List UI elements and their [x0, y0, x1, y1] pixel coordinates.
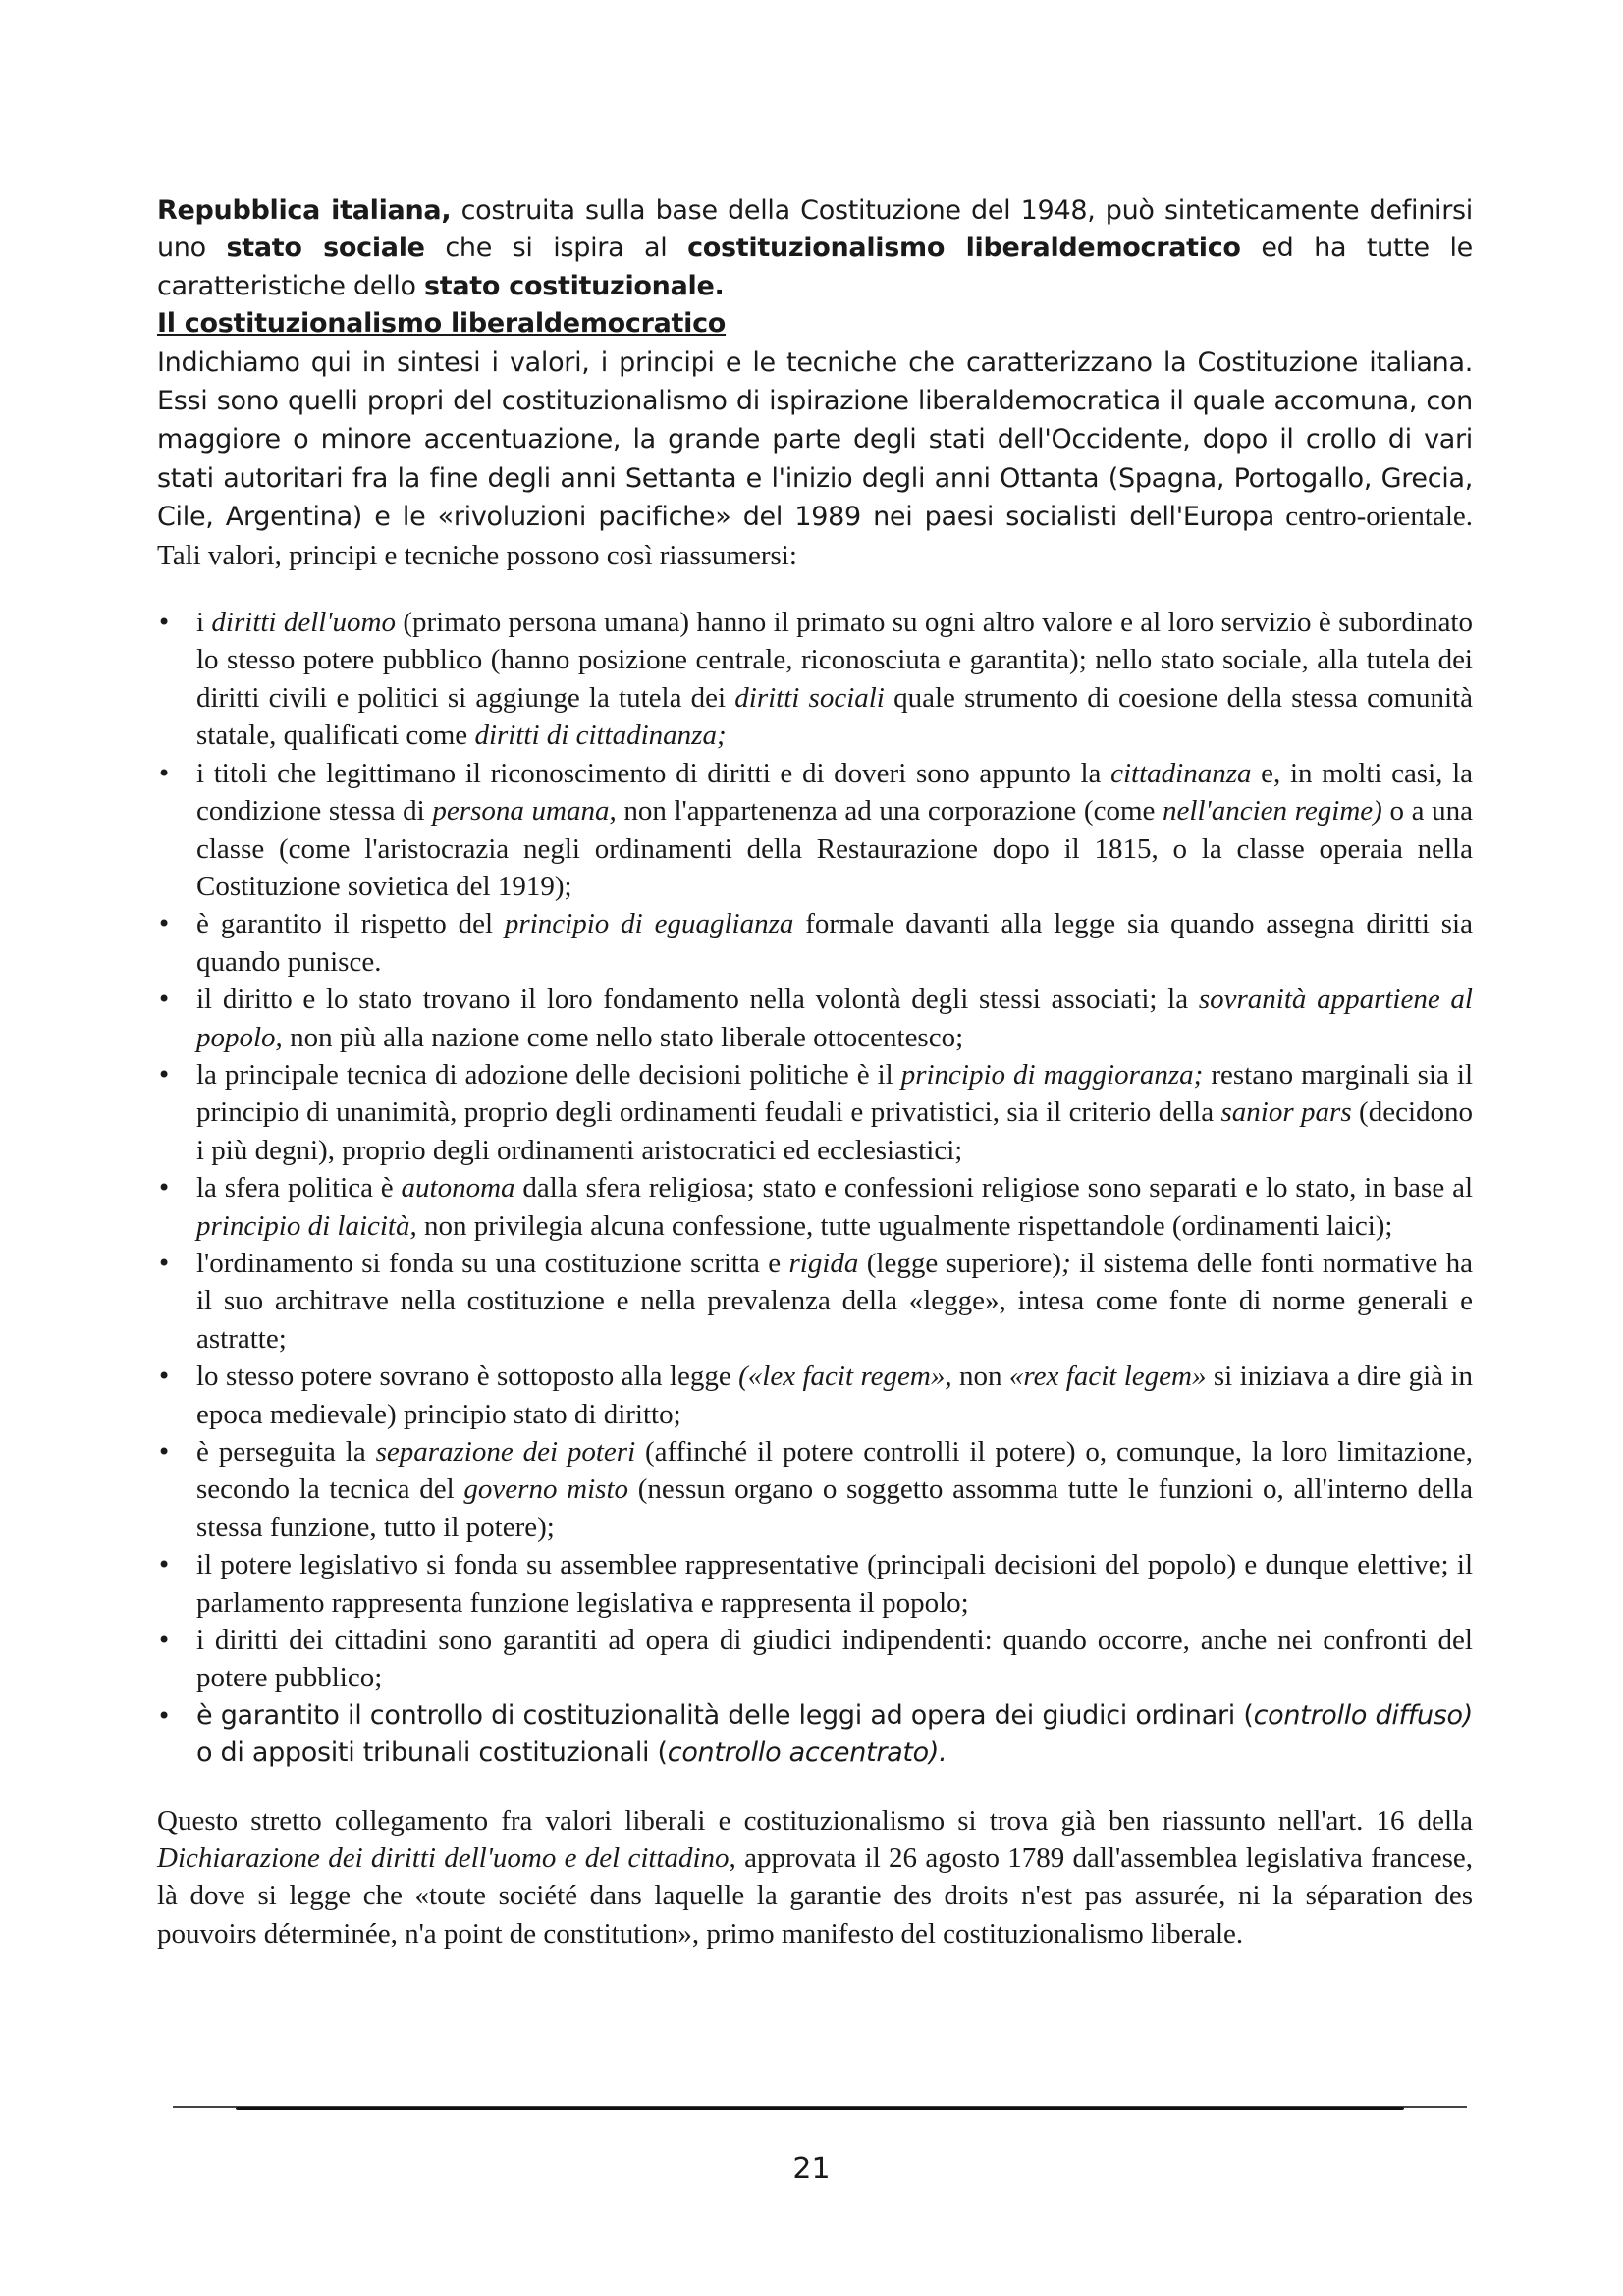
item-italic: cittadinanza — [1110, 757, 1252, 789]
item-italic: governo misto — [463, 1473, 629, 1506]
list-item — [157, 905, 1473, 981]
item-text: i titoli che legittimano il riconoscimento di diritti e di doveri sono appunto la — [196, 757, 1111, 789]
bullet-icon: • — [157, 609, 172, 637]
bullet-icon: • — [157, 910, 172, 938]
item-italic: «rex facit legem» — [1008, 1361, 1207, 1393]
bullet-icon: • — [157, 1060, 172, 1089]
page-number: 21 — [792, 2152, 831, 2186]
item-text: il sistema delle fonti normative ha il suo architrave nella costituzione e nella prevalenza della «legge», intesa come fonte di norme generali e astratte; — [196, 1247, 1473, 1355]
item-italic: principio di laicità, — [196, 1209, 417, 1242]
item-italic: principio di eguaglianza — [504, 908, 794, 940]
list-item — [157, 1358, 1473, 1433]
item-text: dalla sfera religiosa; stato e confessioni religiose sono separati e lo stato, in base al — [514, 1172, 1473, 1204]
lead-text-sans: Indichiamo qui in sintesi i valori, i principi e le tecniche che caratterizzano la Costituzione italiana. Essi sono quelli propri del costituzionalismo di ispirazione liberaldemocratica il quale accomuna, con maggiore o minore accentuazione, la grande parte degli stati dell'Occidente, dopo il crollo di vari stati autoritari fra la fine degli anni Settanta e l'inizio degli anni Ottanta (Spagna, Portogallo, Grecia, Cile, Argentina) e le «rivoluzioni pacifiche» del 1989 nei paesi socialisti dell'Europa — [157, 347, 1473, 533]
list-item — [157, 604, 1473, 755]
item-text: i — [196, 607, 212, 639]
bullet-icon: • — [157, 1701, 171, 1730]
section-heading: Il costituzionalismo liberaldemocratico — [157, 308, 727, 340]
item-italic: («lex facit regem», — [738, 1361, 952, 1393]
item-text: la principale tecnica di adozione delle decisioni politiche è il — [196, 1058, 901, 1091]
item-text: (affinché il potere controlli il potere) o, comunque, la loro limitazione, secondo la tecnica del — [196, 1436, 1473, 1506]
item-italic: controllo accentrato). — [667, 1737, 947, 1769]
item-italic: principio di maggioranza; — [900, 1058, 1204, 1091]
intro-text: costruita sulla base della Costituzione del 1948, può sinteticamente definirsi uno — [157, 195, 1473, 264]
item-text: il diritto e lo stato trovano il loro fondamento nella volontà degli stessi associati; la — [196, 984, 1199, 1016]
item-text: non — [951, 1361, 1009, 1393]
item-italic: rigida — [788, 1247, 859, 1279]
bullet-icon: • — [157, 759, 172, 787]
item-italic: diritti sociali — [734, 681, 885, 714]
closing-paragraph — [157, 1802, 1473, 1953]
lead-text-serif: centro-orientale. Tali valori, principi e tecniche possono così riassumersi: — [157, 501, 1474, 571]
item-text: o di appositi tribunali costituzionali ( — [196, 1737, 668, 1769]
bullet-icon: • — [157, 1627, 172, 1655]
item-italic: ; — [1061, 1247, 1071, 1279]
bullet-icon: • — [157, 1362, 172, 1391]
item-text: (primato persona umana) hanno il primato su ogni altro valore e al loro servizio è subordinato lo stesso potere pubblico (hanno posizione centrale, riconosciuta e garantita); nello stato sociale, alla tutela dei diritti civili e politici si aggiunge la tutela dei — [196, 607, 1473, 714]
item-text: si iniziava a dire già in epoca medievale) principio stato di diritto; — [196, 1361, 1473, 1430]
bullet-icon: • — [157, 986, 172, 1014]
item-text: la sfera politica è — [196, 1172, 402, 1204]
lead-paragraph — [157, 344, 1473, 574]
document-body — [157, 192, 1473, 1952]
item-italic: persona umana, — [432, 795, 617, 828]
intro-text: che si ispira al — [424, 233, 688, 264]
item-italic: nell'ancien regime) — [1163, 795, 1382, 828]
item-text: non privilegia alcuna confessione, tutte ugualmente rispettandole (ordinamenti laici); — [416, 1209, 1393, 1242]
item-italic: separazione dei poteri — [375, 1436, 636, 1468]
item-text: è perseguita la — [196, 1436, 376, 1468]
item-text: i diritti dei cittadini sono garantiti ad opera di giudici indipendenti: quando occorre, anche nei confronti del potere pubblico; — [196, 1625, 1473, 1694]
item-text: e, in molti casi, la condizione stessa di — [196, 757, 1473, 828]
list-item — [157, 755, 1473, 906]
closing-text: Questo stretto collegamento fra valori liberali e costituzionalismo si trova già ben riassunto nell'art. 16 della — [157, 1804, 1473, 1837]
list-item — [157, 1245, 1473, 1358]
principles-list — [157, 604, 1473, 1773]
intro-text: ed ha tutte le caratteristiche dello — [157, 233, 1473, 301]
item-text: non più alla nazione come nello stato liberale ottocentesco; — [282, 1021, 964, 1053]
item-italic: diritti di cittadinanza; — [474, 720, 727, 752]
item-italic: autonoma — [401, 1172, 515, 1204]
intro-bold-stato-costituzionale: stato costituzionale. — [423, 270, 725, 301]
item-italic: diritti dell'uomo — [211, 607, 396, 639]
item-text: restano marginali sia il principio di unanimità, proprio degli ordinamenti feudali e privatistici, sia il criterio della — [196, 1058, 1473, 1129]
item-italic: controllo diffuso) — [1253, 1699, 1473, 1731]
list-item — [157, 1433, 1473, 1546]
bullet-icon: • — [157, 1174, 172, 1202]
closing-text: approvata il 26 agosto 1789 dall'assemblea legislativa francese, là dove si legge che «toute société dans laquelle la garantie des droits n'est pas assurée, ni la séparation des pouvoirs déterminée, n'a point de constitution», primo manifesto del costituzionalismo liberale. — [157, 1842, 1473, 1949]
list-item — [157, 1056, 1473, 1169]
item-italic: sovranità appartiene al popolo, — [196, 984, 1473, 1053]
footer-rule-thick — [236, 2107, 1404, 2110]
item-text: (decidono i più degni), proprio degli ordinamenti aristocratici ed ecclesiastici; — [196, 1096, 1474, 1166]
list-item — [157, 1697, 1473, 1773]
list-item — [157, 1169, 1473, 1245]
item-text: non l'appartenenza ad una corporazione (come — [616, 795, 1163, 828]
item-text: l'ordinamento si fonda su una costituzione scritta e — [196, 1247, 789, 1279]
item-text: o a una classe (come l'aristocrazia negli ordinamenti della Restaurazione dopo il 1815, o la classe operaia nella Costituzione sovietica del 1919); — [196, 795, 1473, 902]
intro-bold-costituzionalismo: costituzionalismo liberaldemocratico — [687, 233, 1241, 264]
intro-bold-repubblica: Repubblica italiana, — [157, 195, 452, 226]
item-text: (nessun organo o soggetto assomma tutte le funzioni o, all'interno della stessa funzione, tutto il potere); — [196, 1473, 1473, 1543]
list-item — [157, 1546, 1473, 1622]
list-item — [157, 1622, 1473, 1697]
list-item — [157, 981, 1473, 1056]
item-text: è garantito il rispetto del — [196, 908, 505, 940]
item-text: lo stesso potere sovrano è sottoposto alla legge — [196, 1361, 739, 1393]
item-text: è garantito il controllo di costituzionalità delle leggi ad opera dei giudici ordinari ( — [196, 1699, 1254, 1731]
bullet-icon: • — [157, 1551, 172, 1579]
item-text: il potere legislativo si fonda su assemblee rappresentative (principali decisioni del popolo) e dunque elettive; il parlamento rappresenta funzione legislativa e rappresenta il popolo; — [196, 1549, 1473, 1619]
item-text: quale strumento di coesione della stessa comunità statale, qualificati come — [196, 681, 1473, 752]
item-text: formale davanti alla legge sia quando assegna diritti sia quando punisce. — [196, 908, 1473, 978]
item-italic: sanior pars — [1220, 1096, 1352, 1129]
intro-paragraph — [157, 192, 1473, 305]
item-text: (legge superiore) — [858, 1247, 1062, 1279]
bullet-icon: • — [157, 1438, 172, 1466]
intro-bold-stato-sociale: stato sociale — [226, 233, 425, 264]
closing-italic: Dichiarazione dei diritti dell'uomo e del cittadino, — [157, 1842, 736, 1875]
bullet-icon: • — [157, 1249, 172, 1277]
